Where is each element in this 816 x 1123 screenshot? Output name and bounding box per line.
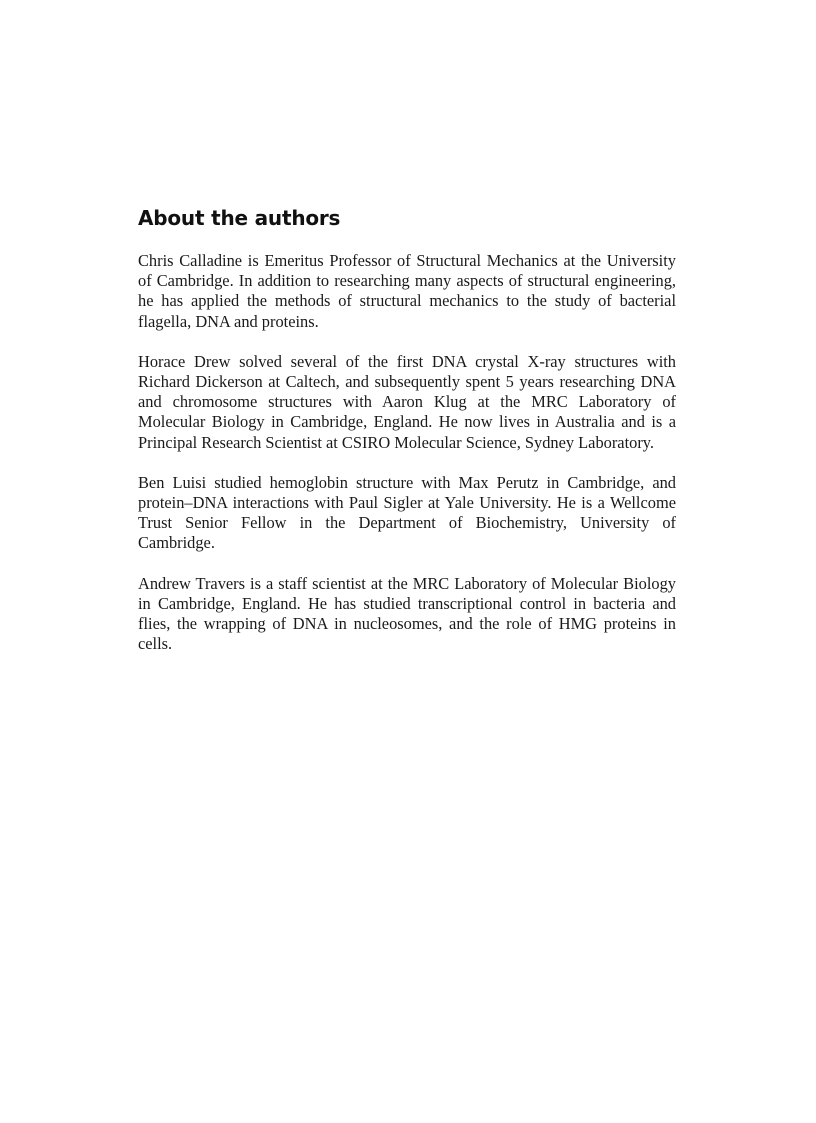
about-authors-section — [138, 206, 676, 654]
section-heading: About the authors — [138, 206, 341, 230]
author-bio-calladine: Chris Calladine is Emeritus Professor of Structural Mechanics at the University of Cambridge. In addition to researching many aspects of structural engineering, he has applied the methods of structural mechanics to the study of bacterial flagella, DNA and proteins. — [138, 251, 676, 331]
author-bio-travers: Andrew Travers is a staff scientist at the MRC Laboratory of Molecular Biology in Cambridge, England. He has studied transcriptional control in bacteria and flies, the wrapping of DNA in nucleosomes, and the role of HMG proteins in cells. — [138, 573, 676, 654]
author-bio-luisi: Ben Luisi studied hemoglobin structure with Max Perutz in Cambridge, and protein–DNA interactions with Paul Sigler at Yale University. He is a Wellcome Trust Senior Fellow in the Department of Biochemistry, University of Cambridge. — [138, 472, 676, 553]
author-bio-drew: Horace Drew solved several of the first DNA crystal X-ray structures with Richard Dickerson at Caltech, and subsequently spent 5 years researching DNA and chromosome structures with Aaron Klug at the MRC Laboratory of Molecular Biology in Cambridge, England. He now lives in Australia and is a Principal Research Scientist at CSIRO Molecular Science, Sydney Laboratory. — [138, 351, 676, 452]
